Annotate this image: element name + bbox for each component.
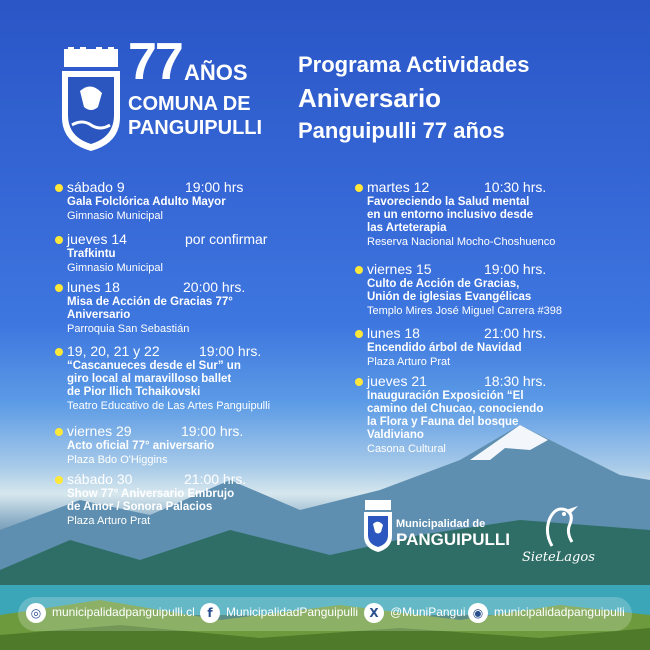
event-desc: Trafkintu <box>67 248 116 260</box>
comuna-name <box>128 92 262 140</box>
bullet-dot <box>55 348 63 356</box>
event-day: martes 12 <box>367 179 430 195</box>
x-icon: X <box>364 603 384 623</box>
event-place: Reserva Nacional Mocho-Choshuenco <box>367 236 556 248</box>
event-place: Teatro Educativo de Las Artes Panguipulli <box>67 400 271 412</box>
event-item <box>367 179 555 249</box>
title-line2: Aniversario <box>298 83 442 113</box>
event-place: Plaza Arturo Prat <box>67 515 151 527</box>
comuna-line2: PANGUIPULLI <box>128 117 263 139</box>
event-place: Gimnasio Municipal <box>67 210 163 222</box>
event-day: jueves 21 <box>367 373 427 389</box>
event-time: 19:00 hrs. <box>484 261 547 277</box>
bullet-dot <box>55 284 63 292</box>
event-item <box>67 279 246 336</box>
event-desc: Acto oficial 77° aniversario <box>67 440 215 452</box>
event-day: lunes 18 <box>367 325 420 341</box>
event-time: 19:00 hrs. <box>181 423 244 439</box>
title-line1: Programa Actividades <box>298 52 530 77</box>
program-title <box>298 50 530 146</box>
bullet-dot <box>355 330 363 338</box>
facebook-icon: f <box>200 603 220 623</box>
event-desc: la Flora y Fauna del bosque <box>367 416 519 428</box>
instagram-icon: ◉ <box>468 603 488 623</box>
event-desc: Gala Folclórica Adulto Mayor <box>67 196 226 208</box>
event-day: 19, 20, 21 y 22 <box>67 343 160 359</box>
event-desc: las Arteterapia <box>367 222 447 234</box>
bullet-dot <box>355 184 363 192</box>
event-desc: giro local al maravilloso ballet <box>67 373 232 385</box>
bullet-dot <box>55 476 63 484</box>
event-desc: Unión de iglesias Evangélicas <box>367 291 532 303</box>
event-time: 21:00 hrs. <box>184 471 247 487</box>
bullet-dot <box>355 378 363 386</box>
event-item <box>367 261 562 318</box>
event-place: Templo Mires José Miguel Carrera #398 <box>367 305 563 317</box>
event-day: sábado 9 <box>67 179 125 195</box>
anniversary-badge <box>128 33 248 91</box>
event-desc: Culto de Acción de Gracias, <box>367 278 520 290</box>
event-time: 21:00 hrs. <box>484 325 547 341</box>
municipalidad-shield-icon <box>363 500 393 552</box>
sietelagos-logo <box>522 502 595 572</box>
anniversary-word: AÑOS <box>184 60 248 85</box>
event-item <box>67 179 244 223</box>
event-place: Plaza Arturo Prat <box>367 356 451 368</box>
event-day: jueves 14 <box>67 231 127 247</box>
footer-facebook-link[interactable]: MunicipalidadPanguipulli <box>226 605 359 619</box>
event-desc: de Amor / Sonora Palacios <box>67 501 213 513</box>
footer-twitter-link[interactable]: @MuniPangui <box>390 605 466 619</box>
event-desc: Aniversario <box>67 309 131 321</box>
event-item <box>67 343 270 413</box>
event-item <box>67 471 247 528</box>
event-time: 19:00 hrs. <box>199 343 262 359</box>
event-item <box>367 373 547 456</box>
event-item <box>67 231 268 275</box>
event-time: 18:30 hrs. <box>484 373 547 389</box>
event-day: sábado 30 <box>67 471 133 487</box>
event-desc: en un entorno inclusivo desde <box>367 209 534 221</box>
event-desc: de Pior Ilich Tchaikovski <box>67 386 201 398</box>
event-place: Plaza Bdo O'Higgins <box>67 454 168 466</box>
event-desc: Favoreciendo la Salud mental <box>367 196 530 208</box>
bullet-dot <box>355 266 363 274</box>
event-place: Casona Cultural <box>367 443 446 455</box>
event-place: Gimnasio Municipal <box>67 262 163 274</box>
event-desc: “Cascanueces desde el Sur” un <box>67 360 241 372</box>
event-time: por confirmar <box>185 231 268 247</box>
bullet-dot <box>55 428 63 436</box>
event-desc: camino del Chucao, conociendo <box>367 403 544 415</box>
footer-web-link[interactable]: municipalidadpanguipulli.cl <box>52 605 195 619</box>
municipalidad-line1: Municipalidad de <box>396 518 486 530</box>
event-day: viernes 15 <box>367 261 432 277</box>
social-footer <box>18 597 632 631</box>
bullet-dot <box>55 236 63 244</box>
event-desc: Encendido árbol de Navidad <box>367 342 522 354</box>
comuna-shield-logo <box>60 47 122 151</box>
event-desc: Misa de Acción de Gracias 77° <box>67 296 233 308</box>
event-desc: Valdiviano <box>367 429 424 441</box>
event-item <box>67 423 244 467</box>
sietelagos-brand: SieteLagos <box>522 550 595 565</box>
event-time: 20:00 hrs. <box>183 279 246 295</box>
comuna-line1: COMUNA DE <box>128 93 251 115</box>
event-time: 10:30 hrs. <box>484 179 547 195</box>
bullet-dot <box>55 184 63 192</box>
event-day: lunes 18 <box>67 279 120 295</box>
title-line3: Panguipulli 77 años <box>298 118 505 143</box>
bird-icon <box>522 502 592 550</box>
municipalidad-logo <box>363 500 510 557</box>
event-desc: Show 77° Aniversario Embrujo <box>67 488 235 500</box>
web-icon: ◎ <box>26 603 46 623</box>
event-day: viernes 29 <box>67 423 132 439</box>
event-desc: Inauguración Exposición “El <box>367 390 524 402</box>
footer-instagram-link[interactable]: municipalidadpanguipulli <box>494 605 625 619</box>
anniversary-number: 77 <box>128 33 182 91</box>
event-place: Parroquia San Sebastián <box>67 323 190 335</box>
municipalidad-line2: PANGUIPULLI <box>396 530 510 549</box>
event-item <box>367 325 547 369</box>
event-time: 19:00 hrs <box>185 179 244 195</box>
